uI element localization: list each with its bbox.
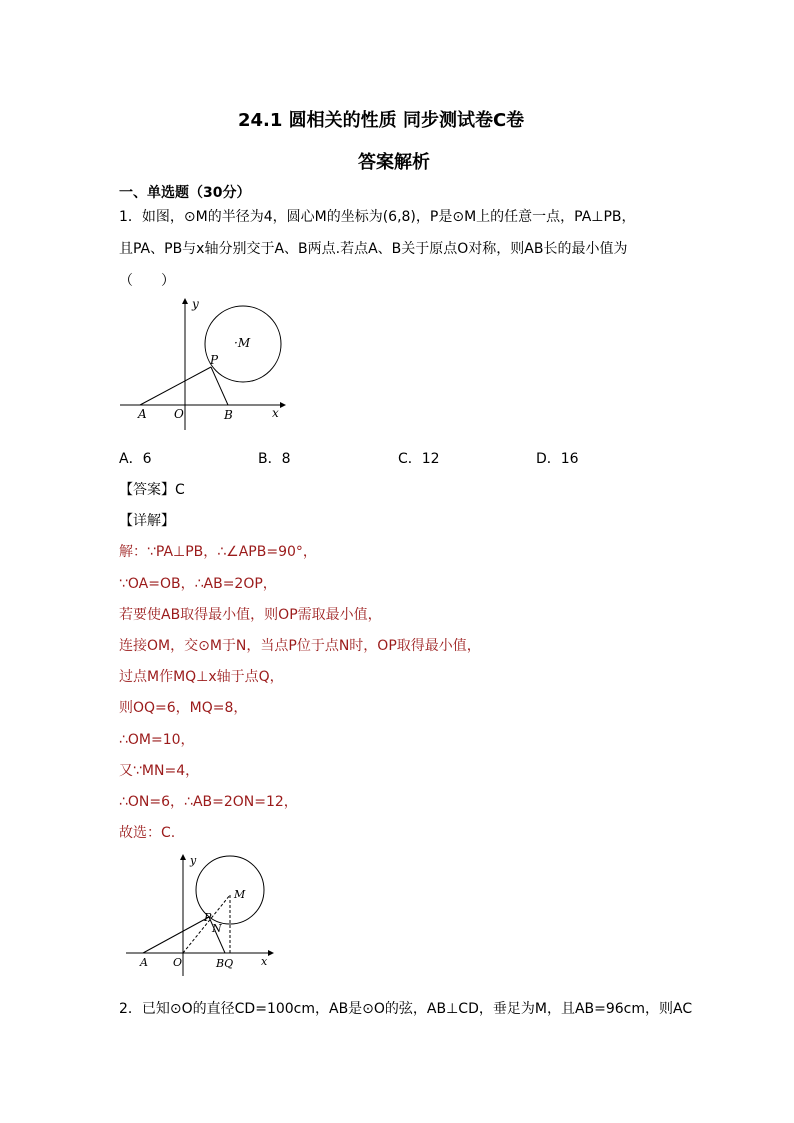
fig1-label-o: O — [174, 407, 184, 421]
fig2-label-y: y — [190, 854, 197, 867]
fig1-label-a: A — [138, 407, 147, 421]
q1-solution-line: 过点M作MQ⊥x轴于点Q， — [119, 669, 284, 685]
fig2-label-m: M — [234, 888, 246, 901]
q1-solution-line: 则OQ=6，MQ=8， — [119, 700, 248, 716]
q1-option-b: B．8 — [258, 451, 291, 467]
q1-line-1: 1．如图，⊙M的半径为4，圆心M的坐标为(6,8)，P是⊙M上的任意一点，PA⊥PB， — [119, 209, 636, 225]
q1-option-a: A．6 — [119, 451, 152, 467]
fig1-label-m: ·M — [234, 336, 251, 350]
fig2-label-a: A — [140, 956, 148, 969]
q1-option-c: C．12 — [398, 451, 440, 467]
fig1-label-y: y — [192, 297, 199, 311]
q1-answer: 【答案】C — [119, 482, 185, 498]
fig1-label-x: x — [272, 406, 279, 420]
page-subtitle: 答案解析 — [358, 152, 430, 173]
q1-solution-line: ∴ON=6，∴AB=2ON=12， — [119, 794, 298, 810]
q1-solution-line: ∴OM=10， — [119, 732, 195, 748]
fig2-label-o: O — [173, 956, 183, 969]
q1-solution-line: 解：∵PA⊥PB，∴∠APB=90°， — [119, 544, 317, 560]
q1-figure — [110, 290, 300, 435]
q1-solution-line: 若要使AB取得最小值，则OP需取最小值， — [119, 607, 382, 623]
q1-solution-line: 又∵MN=4， — [119, 763, 200, 779]
section-heading: 一、单选题（30分） — [119, 185, 251, 201]
q1-detail-label: 【详解】 — [119, 513, 175, 529]
page-title: 24.1 圆相关的性质 同步测试卷C卷 — [238, 110, 525, 131]
q1-solution-figure — [118, 848, 288, 978]
fig2-label-bq: BQ — [216, 957, 234, 970]
q1-solution-line: ∵OA=OB，∴AB=2OP， — [119, 576, 277, 592]
q1-solution-line: 连接OM，交⊙M于N，当点P位于点N时，OP取得最小值， — [119, 638, 481, 654]
fig1-label-b: B — [224, 408, 233, 422]
q1-line-3: （ ） — [119, 273, 175, 289]
q1-solution-line: 故选：C. — [119, 825, 176, 841]
q1-option-d: D．16 — [536, 451, 579, 467]
fig2-label-x: x — [261, 955, 268, 968]
q2-line-1: 2．已知⊙O的直径CD=100cm，AB是⊙O的弦，AB⊥CD，垂足为M，且AB=96cm，则AC — [119, 1001, 693, 1017]
q1-line-2: 且PA、PB与x轴分别交于A、B两点.若点A、B关于原点O对称，则AB长的最小值为 — [119, 241, 628, 257]
fig2-label-p: P — [204, 911, 212, 924]
fig1-label-p: P — [210, 353, 219, 367]
fig2-label-n: N — [212, 922, 222, 935]
